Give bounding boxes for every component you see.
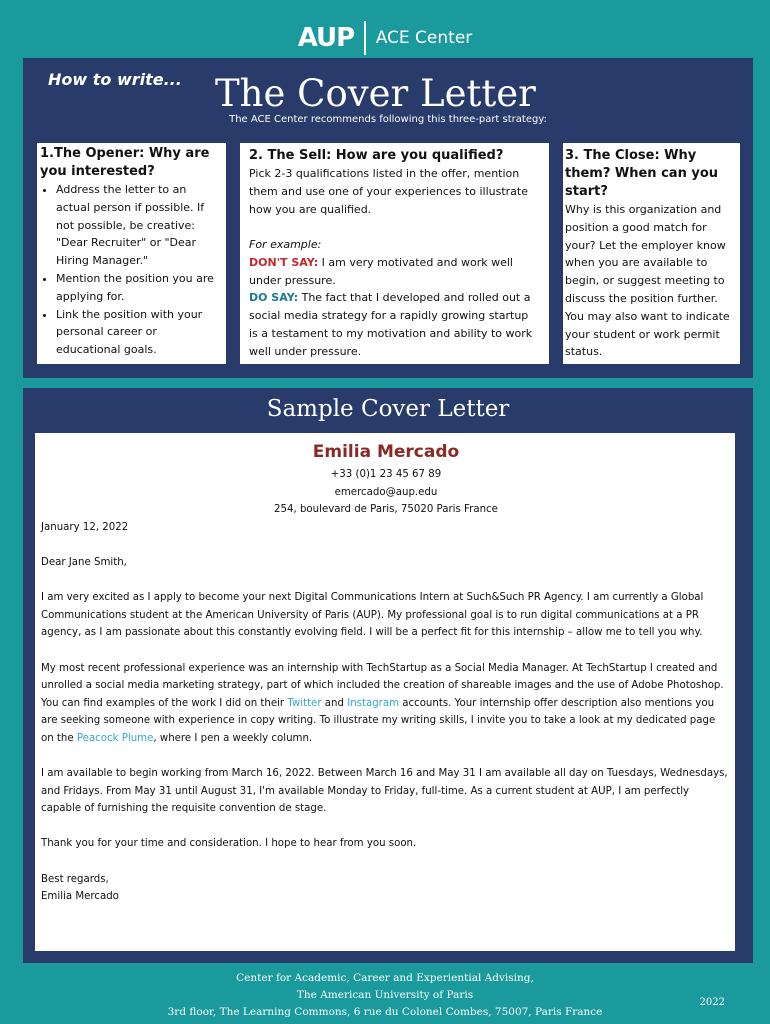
footer — [0, 970, 770, 1021]
letter-paragraph-3: I am available to begin working from March 16, 2022. Between March 16 and May 31 I am available all day on Tuesdays, Wednesdays, and Fridays. From May 31 until August 31, I'm available Monday to Friday, full-time. As a current student at AUP, I am perfectly capable of furnishing the requisite convention de stage. — [41, 768, 728, 815]
paragraph-text: and — [321, 697, 348, 709]
how-to-label: How to write... — [48, 70, 182, 89]
opener-box — [37, 143, 226, 364]
page-subtitle: The ACE Center recommends following this three-part strategy: — [229, 114, 547, 125]
sample-letter — [35, 433, 735, 951]
close-box — [563, 143, 740, 364]
footer-line-3: 3rd floor, The Learning Commons, 6 rue du Colonel Combes, 75007, Paris France — [167, 1006, 603, 1018]
sample-panel — [23, 388, 753, 963]
do-say-label: DO SAY: — [249, 291, 299, 305]
dont-say-label: DON'T SAY: — [249, 255, 319, 269]
sell-body: Pick 2-3 qualifications listed in the offer, mention them and use one of your experiences to illustrate how you are qualified. — [249, 167, 528, 216]
applicant-name: Emilia Mercado — [312, 442, 460, 462]
list-item: • Link the position with your personal career or educational goals. — [56, 306, 223, 359]
peacock-plume-link[interactable]: Peacock Plume — [76, 732, 154, 744]
aup-logo: AUP — [297, 23, 355, 53]
footer-line-1: Center for Academic, Career and Experiential Advising, — [236, 972, 534, 984]
applicant-address: 254, boulevard de Paris, 75020 Paris France — [274, 504, 498, 516]
letter-signature: Emilia Mercado — [41, 891, 119, 903]
sell-heading: 2. The Sell: How are you qualified? — [249, 148, 504, 163]
footer-line-2: The American University of Paris — [296, 989, 474, 1001]
do-say — [249, 289, 540, 360]
dont-say-text: I am very motivated and work well under pressure. — [249, 255, 513, 287]
ace-center-label: ACE Center — [375, 28, 473, 48]
letter-date: January 12, 2022 — [41, 521, 129, 533]
list-item: • Address the letter to an actual person if possible. If not possible, be creative: "Dear Recruiter" or "Dear Hiring Manager." — [56, 181, 223, 270]
applicant-phone: +33 (0)1 23 45 67 89 — [330, 469, 442, 480]
close-heading: 3. The Close: Why them? When can you start? — [565, 148, 719, 199]
dont-say — [249, 254, 540, 290]
letter-paragraph-1: I am very excited as I apply to become your next Digital Communications Intern at Such&Such PR Agency. I am currently a Global Communications student at the American University of Paris (AUP). My professional goal is to run digital communications at a PR agency, as I am passionate about this constantly evolving field. I will be a perfect fit for this internship – allow me to tell you why. — [41, 592, 704, 639]
paragraph-text: , where I pen a weekly column. — [153, 732, 313, 744]
example-label: For example: — [249, 237, 322, 251]
logo-divider — [364, 21, 366, 55]
letter-closing: Best regards, — [41, 873, 109, 885]
logo — [0, 18, 770, 58]
instagram-link[interactable]: Instagram — [347, 697, 400, 709]
letter-paragraph-4: Thank you for your time and consideration. I hope to hear from you soon. — [41, 838, 417, 850]
paragraph-text: My most recent professional experience was an internship with TechStartup as a Social Media Manager. At TechStartup I created and unrolled a social media marketing strategy, part of which included the creation of shareable images and the use of Adobe Photoshop. You can find examples of the work I did on their — [41, 662, 724, 709]
letter-salutation: Dear Jane Smith, — [41, 556, 127, 568]
opener-list — [40, 181, 223, 359]
close-body: Why is this organization and position a good match for your? Let the employer know when you are available to begin, or suggest meeting to discuss the position further. You may also want to indicate your student or work permit status. — [565, 203, 730, 359]
opener-heading: 1.The Opener: Why are you interested? — [40, 146, 210, 179]
letter-paragraph-2 — [41, 660, 731, 748]
footer-year: 2022 — [699, 997, 725, 1008]
applicant-email: emercado@aup.edu — [334, 486, 438, 498]
sample-title: Sample Cover Letter — [266, 396, 510, 422]
twitter-link[interactable]: Twitter — [287, 697, 322, 709]
list-item: • Mention the position you are applying for. — [56, 270, 223, 306]
page-title: The Cover Letter — [215, 72, 536, 115]
do-say-text: The fact that I developed and rolled out a social media strategy for a rapidly growing startup is a testament to my motivation and ability to work well under pressure. — [249, 291, 533, 358]
paragraph-text: accounts. Your internship offer description also mentions you are seeking someone with experience in copy writing. To illustrate my writing skills, I invite you to take a look at my dedicated page on the — [41, 697, 716, 744]
sell-box — [240, 143, 549, 364]
strategy-panel — [23, 58, 753, 378]
